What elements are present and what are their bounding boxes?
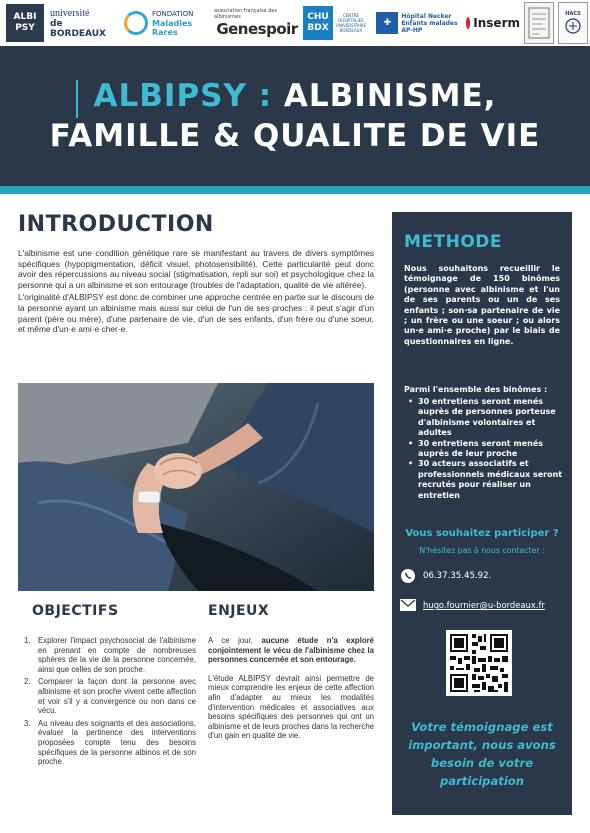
objectif-text: Comparer la façon dont la personne avec albinisme et son proche vivent cette affection et voir s'il y a convergence ou non dans ce vécu. — [38, 677, 196, 716]
necker-logo-line2: Enfants malades — [401, 19, 458, 27]
envelope-icon — [400, 597, 416, 613]
contact-email[interactable] — [400, 597, 545, 613]
albipsy-logo-line1: ALBI — [13, 12, 37, 22]
introduction-heading: INTRODUCTION — [18, 212, 214, 237]
objectif-item — [24, 636, 196, 674]
participate-subheading: N'hésitez pas à nous contacter : — [419, 546, 545, 555]
contact-qr-code[interactable] — [446, 630, 512, 696]
objectif-text: Explorer l'impact psychosocial de l'albinisme en prenant en compte de nombreuses sphères de la vie de la personne concernée, ainsi que celles de son proche. — [38, 636, 196, 674]
hacs-logo — [558, 2, 588, 44]
hacs-logo-text: HACS — [565, 11, 581, 17]
objectif-number: 2. — [24, 677, 31, 687]
objectif-number: 3. — [24, 718, 31, 728]
inserm-dot-icon — [466, 17, 470, 29]
chu-logo-line1: CHU — [307, 12, 329, 22]
albipsy-logo — [6, 4, 44, 42]
enjeux-body — [208, 636, 374, 750]
qr-code-icon — [446, 630, 512, 696]
enjeux-paragraph — [208, 636, 374, 665]
objectif-text: Au niveau des soignants et des associations, évaluer la pertinence des interventions proposées compte tenu des besoins spécifiques de la personne albinos et de son proche. — [38, 718, 196, 767]
page-title-line2: FAMILLE & QUALITE DE VIE — [49, 118, 541, 154]
necker-logo-line1: Hôpital Necker — [401, 12, 452, 20]
chu-bordeaux-caption: CENTRE HOSPITALIER UNIVERSITAIRE BORDEAUX — [335, 13, 367, 33]
enjeux-intro-text: A ce jour, — [208, 636, 262, 645]
methode-list-item: • 30 entretiens seront menés auprès de personnes porteuse d'albinisme volontaires et adultes — [404, 397, 564, 439]
clasped-hands-photo — [18, 383, 374, 591]
genespoir-logo — [214, 8, 300, 38]
introduction-body — [18, 248, 374, 337]
fondation-logo-line2: Maladies Rares — [152, 18, 193, 37]
partner-crest-logo — [524, 2, 554, 44]
genespoir-tagline: association française des albinismes — [214, 8, 278, 20]
contact-email-link[interactable]: hugo.fournier@u-bordeaux.fr — [423, 600, 545, 610]
methode-list-item: • 30 entretiens seront menés auprès de leur proche — [404, 439, 564, 460]
bordeaux-logo-line2: de BORDEAUX — [50, 18, 106, 39]
chu-bordeaux-logo — [303, 6, 333, 40]
title-rest-text: ALBINISME, — [272, 78, 497, 114]
page-title-line1 — [0, 78, 590, 114]
methode-subheading: Parmi l'ensemble des binômes : — [404, 385, 548, 394]
crest-icon — [527, 6, 551, 40]
methode-list — [404, 397, 564, 501]
necker-logo-line3: AP-HP — [401, 26, 423, 34]
albipsy-logo-line2: PSY — [15, 23, 35, 33]
participate-heading: Vous souhaitez participer ? — [405, 528, 559, 539]
objectif-item — [24, 677, 196, 715]
chu-logo-line2: BDX — [307, 23, 329, 33]
inserm-logo-text: Inserm — [473, 16, 520, 30]
fondation-maladies-rares-logo — [124, 6, 210, 40]
whatsapp-phone-icon — [400, 568, 416, 584]
methode-list-item: • 30 acteurs associatifs et professionnels médicaux seront recrutés pour réaliser un entretien — [404, 459, 564, 501]
title-banner — [0, 46, 590, 186]
contact-phone-number[interactable]: 06.37.35.45.92. — [423, 571, 492, 581]
necker-mark-icon: ✚ — [376, 12, 398, 34]
hopital-necker-logo — [372, 8, 462, 38]
hands-illustration — [18, 383, 374, 591]
inserm-logo — [466, 10, 520, 36]
objectifs-heading: OBJECTIFS — [32, 603, 119, 619]
partner-logo-strip — [0, 0, 590, 46]
fondation-mark-icon — [124, 11, 148, 35]
objectif-number: 1. — [24, 636, 31, 645]
objectif-item — [24, 719, 196, 767]
objectifs-list — [24, 636, 196, 770]
genespoir-name: Genespoir — [216, 20, 298, 38]
hacs-mark-icon — [563, 17, 583, 35]
introduction-paragraph: L'albinisme est une condition génétique rare se manifestant au travers de divers symptômes spécifiques (hypopigmentation, déficit visuel, photosensibilité). Cette particularité peut donc avoir des répercussions au niveau social (stigmatisation, repli sur soi) et psychologique chez la personne qui a un albinisme et son entourage (troubles de l'adaptation, qualité de vie altérée). — [18, 248, 374, 290]
bordeaux-logo-line1: université — [50, 7, 90, 19]
banner-accent-stripe — [0, 186, 590, 194]
enjeux-paragraph: L'étude ALBIPSY devrait ainsi permettre de mieux comprendre les enjeux de cette affection afin d'adapter au mieux les modalités d'intervention médicales et associatives aux besoins spécifiques des personnes qui ont un albinisme et de leurs proches dans la recherche d'un gain en qualité de vie. — [208, 673, 374, 741]
title-accent-text: ALBIPSY : — [93, 78, 273, 114]
closing-message: Votre témoignage est important, nous avons besoin de votre participation — [408, 720, 556, 788]
methode-description: Nous souhaitons recueillir le témoignage de 150 binômes (personne avec albinisme et l'un de ses parents ou un de ses enfants ; son·sa partenaire de vie ; un frère ou une soeur ; ou alors un·e ami·e proche) par le biais de questionnaires en ligne. — [404, 264, 560, 346]
fondation-logo-line1: FONDATION — [152, 9, 194, 18]
universite-bordeaux-logo — [50, 8, 120, 38]
methode-heading: METHODE — [404, 232, 503, 252]
introduction-paragraph: L'originalité d'ALBIPSY est donc de combiner une approche centrée en partie sur le discours de la personne ayant un albinisme mais aussi sur celui de l'un de ses proches : il peut s'agir d'un parent (père ou mère), d'une partenaire de vie, d'un de ses enfants, d'un frère ou d'une soeur, et même d'un·e ami·e cher·e. — [18, 292, 374, 335]
enjeux-bold-text: aucune étude n'a exploré conjointement le vécu de l'albinisme chez la personnes concernée et son entourage. — [208, 636, 374, 665]
enjeux-heading: ENJEUX — [208, 603, 270, 619]
contact-phone[interactable] — [400, 568, 491, 584]
